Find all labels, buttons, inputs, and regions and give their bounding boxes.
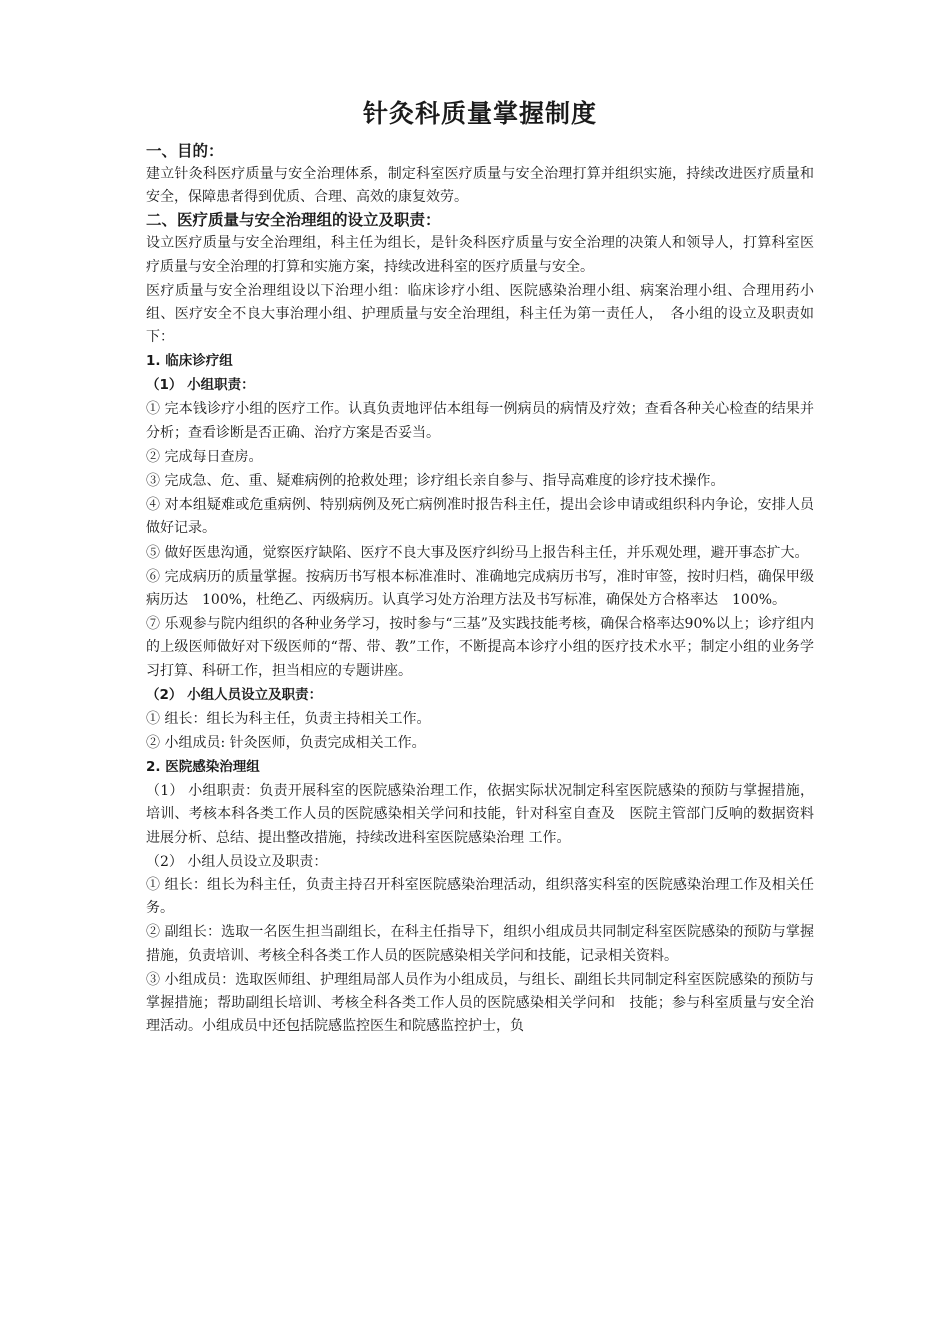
paragraph-purpose: 建立针灸科医疗质量与安全治理体系，制定科室医疗质量与安全治理打算并组织实施，持续改进医疗质量和安全，保障患者得到优质、合理、高效的康复效劳。 [146, 166, 814, 206]
paragraph-infection-duty: （1） 小组职责：负责开展科室的医院感染治理工作，依据实际状况制定科室医院感染的预防与掌握措施，培训、考核本科各类工作人员的医院感染相关学问和技能，针对科室自查及 医院主管部门反响的数据资料进展分析、总结、提出整改措施，持续改进科室医院感染治理 工作。 [146, 783, 814, 846]
list-item: ① 组长：组长为科主任，负责主持相关工作。 [146, 710, 431, 727]
list-item: ⑤ 做好医患沟通，觉察医疗缺陷、医疗不良大事及医疗纠纷马上报告科主任，并乐观处理，避开事态扩大。 [146, 544, 809, 561]
list-item: ③ 完成急、危、重、疑难病例的抢救处理；诊疗组长亲自参与、指导高难度的诊疗技术操作。 [146, 473, 725, 490]
list-item: ⑦ 乐观参与院内组织的各种业务学习，按时参与“三基”及实践技能考核，确保合格率达90%以上；诊疗组内的上级医师做好对下级医师的“帮、带、教”工作，不断提高本诊疗小组的医疗技术水平；制定小组的业务学习打算、科研工作，担当相应的专题讲座。 [146, 616, 814, 679]
paragraph-subgroups: 医疗质量与安全治理组设以下治理小组：临床诊疗小组、医院感染治理小组、病案治理小组、合理用药小组、医疗安全不良大事治理小组、护理质量与安全治理组，科主任为第一责任人， 各小组的设立及职责如下： [146, 282, 814, 346]
group-heading-clinical: 1. 临床诊疗组 [146, 353, 233, 370]
list-item: ② 副组长：选取一名医生担当副组长，在科主任指导下，组织小组成员共同制定科室医院感染的预防与掌握措施，负责培训、考核全科各类工作人员的医院感染相关学问和技能，记录相关资料。 [146, 924, 814, 964]
section-heading-purpose: 一、目的： [146, 142, 224, 160]
duty-heading-clinical: （1） 小组职责： [146, 377, 255, 394]
paragraph-team-setup: 设立医疗质量与安全治理组，科主任为组长，是针灸科医疗质量与安全治理的决策人和领导人，打算科室医疗质量与安全治理的打算和实施方案，持续改进科室的医疗质量与安全。 [146, 235, 814, 275]
list-item: ② 小组成员: 针灸医师，负责完成相关工作。 [146, 735, 426, 752]
section-heading-team: 二、医疗质量与安全治理组的设立及职责： [146, 211, 441, 230]
document-page [146, 96, 814, 1040]
page-title: 针灸科质量掌握制度 [362, 99, 597, 128]
list-item: ④ 对本组疑难或危重病例、特别病例及死亡病例准时报告科主任，提出会诊申请或组织科内争论，安排人员做好记录。 [146, 497, 814, 537]
list-item: ① 组长：组长为科主任，负责主持召开科室医院感染治理活动，组织落实科室的医院感染治理工作及相关任务。 [146, 877, 814, 917]
list-item: ⑥ 完成病历的质量掌握。按病历书写根本标准准时、准确地完成病历书写，准时审签，按时归档，确保甲级病历达 100%，杜绝乙、丙级病历。认真学习处方治理方法及书写标准，确保处方合格率达 100%。 [146, 568, 814, 609]
list-item: ③ 小组成员：选取医师组、护理组局部人员作为小组成员，与组长、副组长共同制定科室医院感染的预防与掌握措施；帮助副组长培训、考核全科各类工作人员的医院感染相关学问和 技能；参与科室质量与安全治理活动。小组成员中还包括院感监控医生和院感监控护士，负 [146, 971, 814, 1035]
group-heading-infection: 2. 医院感染治理组 [146, 759, 260, 776]
member-heading-infection: （2） 小组人员设立及职责： [146, 853, 328, 870]
list-item: ① 完本钱诊疗小组的医疗工作。认真负责地评估本组每一例病员的病情及疗效；查看各种关心检查的结果并分析；查看诊断是否正确、治疗方案是否妥当。 [146, 401, 814, 441]
member-heading-clinical: （2） 小组人员设立及职责： [146, 686, 323, 703]
list-item: ② 完成每日查房。 [146, 448, 263, 465]
